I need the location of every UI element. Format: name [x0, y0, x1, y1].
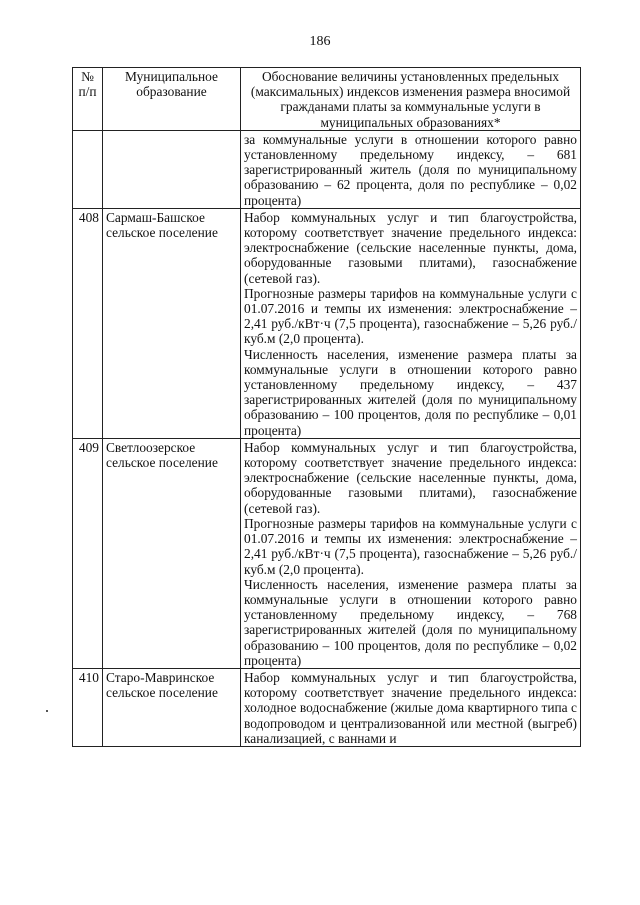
row-description — [241, 208, 581, 438]
description-paragraph: Численность населения, изменение размера платы за коммунальные услуги в отношении которого равно установленному предельному индексу, – 437 зарегистрированных жителей (доля по муниципальному образованию – 100 процентов, доля по республике – 0,01 процента) — [244, 346, 577, 438]
description-paragraph: Набор коммунальных услуг и тип благоустройства, которому соответствует значение предельного индекса: холодное водоснабжение (жилые дома квартирного типа с водопроводом и централизованной или местной (выгреб) канализацией, с ваннами и — [244, 669, 577, 746]
description-paragraph: Численность населения, изменение размера платы за коммунальные услуги в отношении которого равно установленному предельному индексу, – 768 зарегистрированных жителей (доля по муниципальному образованию – 100 процентов, доля по республике – 0,02 процента) — [244, 576, 577, 668]
table-row-408 — [73, 208, 581, 438]
row-municipality: Светлоозерское сельское поселение — [103, 438, 241, 668]
table-row-410 — [73, 668, 581, 746]
description-paragraph: Набор коммунальных услуг и тип благоустройства, которому соответствует значение предельного индекса: электроснабжение (сельские населенные пункты, дома, оборудованные газовыми плитами), газоснабжение (сетевой газ). — [244, 209, 577, 286]
description-paragraph: Прогнозные размеры тарифов на коммунальные услуги с 01.07.2016 и темпы их изменения: электроснабжение – 2,41 руб./кВт·ч (7,5 процента), газоснабжение – 5,26 руб./куб.м (2,0 процента). — [244, 515, 577, 577]
scan-speck — [46, 710, 48, 712]
description-paragraph: за коммунальные услуги в отношении которого равно установленному предельному индексу, – 681 зарегистрированный житель (доля по муниципальному образованию – 62 процента, доля по республике – 0,02 процента) — [244, 131, 577, 208]
description-paragraph: Прогнозные размеры тарифов на коммунальные услуги с 01.07.2016 и темпы их изменения: электроснабжение – 2,41 руб./кВт·ч (7,5 процента), газоснабжение – 5,26 руб./куб.м (2,0 процента). — [244, 285, 577, 347]
table-row-continuation — [73, 130, 581, 208]
column-header-number: № п/п — [73, 68, 103, 131]
row-number — [73, 130, 103, 208]
column-header-description: Обоснование величины установленных предельных (максимальных) индексов изменения размера вносимой гражданами платы за коммунальные услуги в муниципальных образованиях* — [241, 68, 581, 131]
column-header-municipality: Муниципальное образование — [103, 68, 241, 131]
description-paragraph: Набор коммунальных услуг и тип благоустройства, которому соответствует значение предельного индекса: электроснабжение (сельские населенные пункты, дома, оборудованные газовыми плитами), газоснабжение (сетевой газ). — [244, 439, 577, 516]
page-number: 186 — [309, 34, 331, 49]
row-number: 410 — [73, 668, 103, 746]
row-municipality: Сармаш-Башское сельское поселение — [103, 208, 241, 438]
row-description — [241, 130, 581, 208]
row-number: 408 — [73, 208, 103, 438]
row-description — [241, 668, 581, 746]
table-header-row — [73, 68, 581, 131]
row-municipality: Старо-Мавринское сельское поселение — [103, 668, 241, 746]
tariff-index-table — [72, 67, 581, 747]
row-number: 409 — [73, 438, 103, 668]
row-description — [241, 438, 581, 668]
row-municipality — [103, 130, 241, 208]
table-row-409 — [73, 438, 581, 668]
